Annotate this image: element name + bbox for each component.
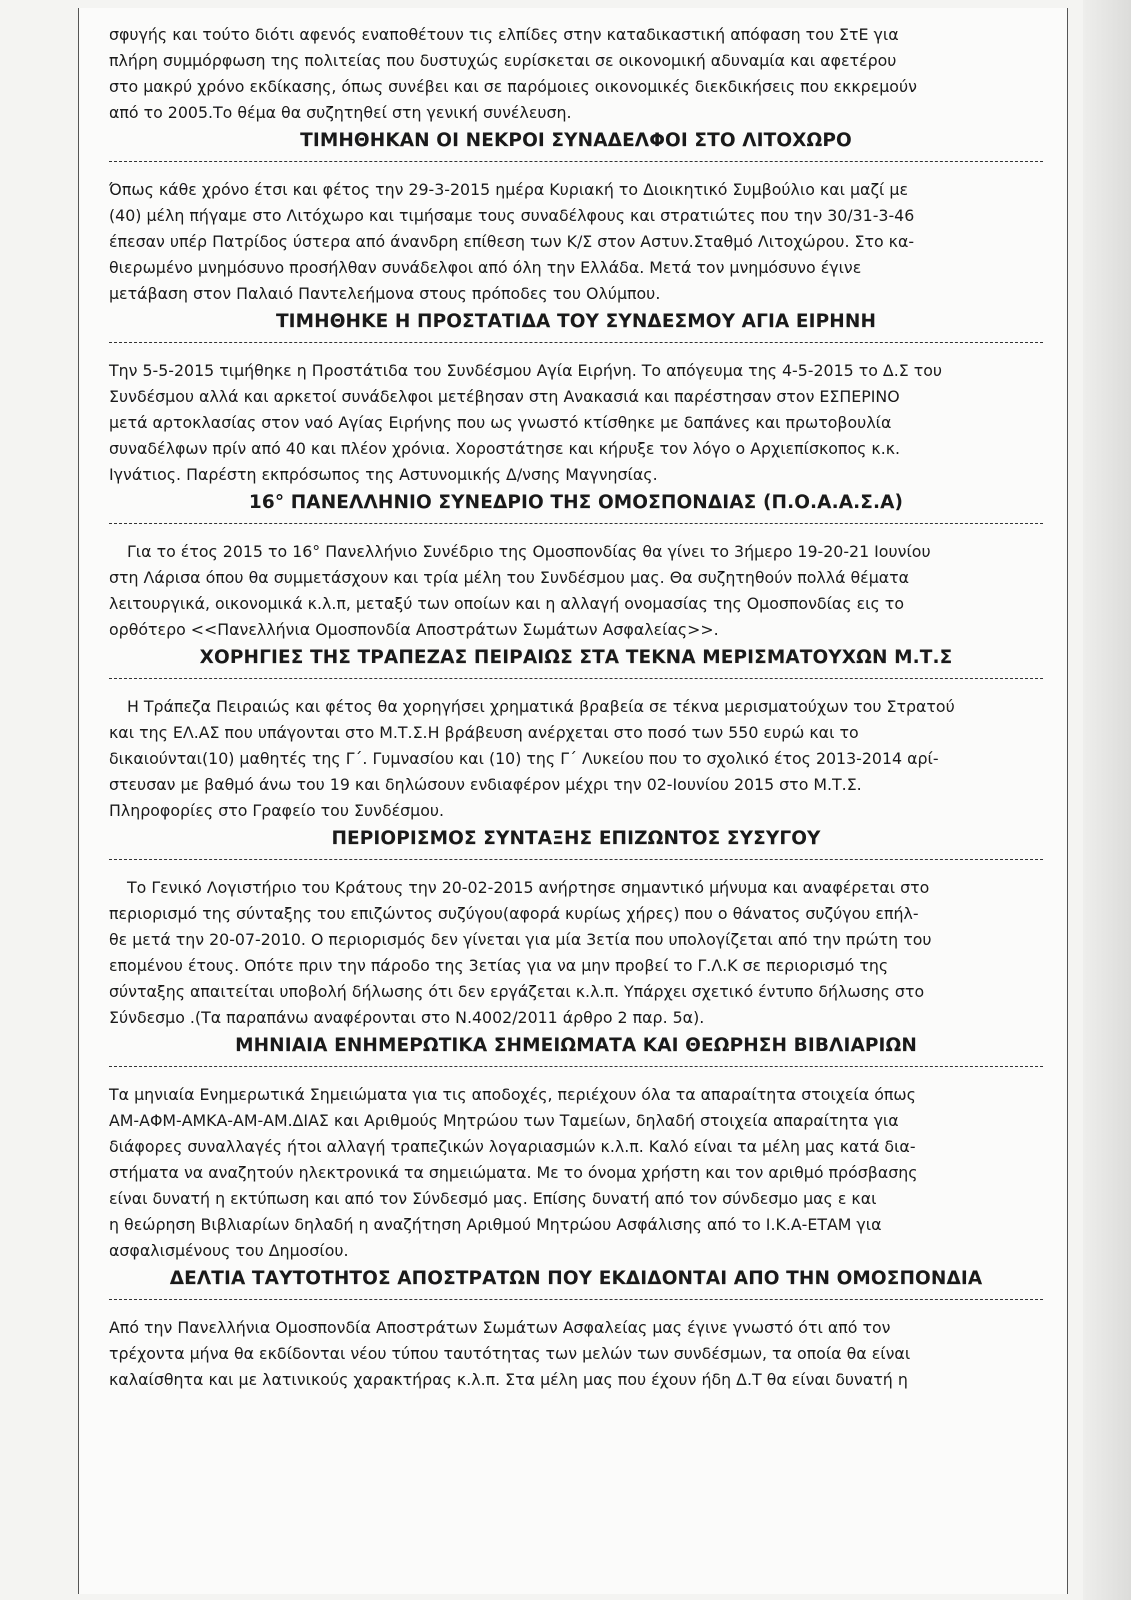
text-line: διάφορες συναλλαγές ήτοι αλλαγή τραπεζικών λογαριασμών κ.λ.π. Καλό είναι τα μέλη μας κατά δια- (109, 1137, 916, 1156)
dashed-divider (109, 342, 1043, 343)
text-line: δικαιούνται(10) μαθητές της Γ΄. Γυμνασίου και (10) της Γ΄ Λυκείου που το σχολικό έτος 2013-2014 αρί- (109, 749, 939, 768)
text-line: στήματα να αναζητούν ηλεκτρονικά τα σημειώματα. Με το όνομα χρήστη και τον αριθμό πρόσβασης (109, 1163, 918, 1182)
text-line: Για το έτος 2015 το 16° Πανελλήνιο Συνέδριο της Ομοσπονδίας θα γίνει το 3ήμερο 19-20-21 Ιουνίου (127, 542, 931, 561)
section-heading: ΤΙΜΗΘΗΚΑΝ ΟΙ ΝΕΚΡΟΙ ΣΥΝΑΔΕΛΦΟΙ ΣΤΟ ΛΙΤΟΧΩΡΟ (300, 130, 852, 151)
section-heading: ΠΕΡΙΟΡΙΣΜΟΣ ΣΥΝΤΑΞΗΣ ΕΠΙΖΩΝΤΟΣ ΣΥΣΥΓΟΥ (331, 828, 821, 849)
text-line: στη Λάρισα όπου θα συμμετάσχουν και τρία μέλη του Συνδέσμου μας. Θα συζητηθούν πολλά θέματα (109, 568, 910, 587)
text-line: Ιγνάτιος. Παρέστη εκπρόσωπος της Αστυνομικής Δ/νσης Μαγνησίας. (109, 465, 658, 484)
text-line: Σύνδεσμο .(Τα παραπάνω αναφέρονται στο Ν.4002/2011 άρθρο 2 παρ. 5α). (109, 1008, 705, 1027)
dashed-divider (109, 1299, 1043, 1300)
intro-paragraph (109, 22, 1043, 126)
text-line: στευσαν με βαθμό άνω του 19 και δηλώσουν ενδιαφέρον μέχρι την 02-Ιουνίου 2015 στο Μ.Τ.Σ. (109, 775, 862, 794)
dashed-divider (109, 523, 1043, 524)
text-line: από το 2005.Το θέμα θα συζητηθεί στη γενική συνέλευση. (109, 103, 572, 122)
text-line: τρέχοντα μήνα θα εκδίδονται νέου τύπου ταυτότητας των μελών των συνδέσμων, τα οποία θα είναι (109, 1344, 911, 1363)
text-line: περιορισμό της σύνταξης του επιζώντος συζύγου(αφορά κυρίως χήρες) που ο θάνατος συζύγου επήλ- (109, 904, 919, 923)
text-line: έπεσαν υπέρ Πατρίδος ύστερα από άνανδρη επίθεση των Κ/Σ στον Αστυν.Σταθμό Λιτοχώρου. Στο κα- (109, 232, 915, 251)
text-line: η θεώρηση Βιβλιαρίων δηλαδή η αναζήτηση Αριθμού Μητρώου Ασφάλισης από το Ι.Κ.Α-ΕΤΑΜ για (109, 1215, 882, 1234)
text-line: Τα μηνιαία Ενημερωτικά Σημειώματα για τις αποδοχές, περιέχουν όλα τα απαραίτητα στοιχεία όπως (109, 1085, 916, 1104)
section-survivor-pension (109, 825, 1043, 1031)
page-edge-shadow (1083, 0, 1131, 1600)
text-line: μετά αρτοκλασίας στον ναό Αγίας Ειρήνης που ως γνωστό κτίσθηκε με δαπάνες και πρωτοβουλία (109, 413, 892, 432)
section-heading: ΧΟΡΗΓΙΕΣ ΤΗΣ ΤΡΑΠΕΖΑΣ ΠΕΙΡΑΙΩΣ ΣΤΑ ΤΕΚΝΑ ΜΕΡΙΣΜΑΤΟΥΧΩΝ Μ.Τ.Σ (199, 647, 953, 668)
text-line: και της ΕΛ.ΑΣ που υπάγονται στο Μ.Τ.Σ.Η βράβευση ανέρχεται στο ποσό των 550 ευρώ και το (109, 723, 859, 742)
text-line: λειτουργικά, οικονομικά κ.λ.π, μεταξύ των οποίων και η αλλαγή ονομασίας της Ομοσπονδίας εις το (109, 594, 904, 613)
text-line: ΑΜ-ΑΦΜ-ΑΜΚΑ-ΑΜ-ΑΜ.ΔΙΑΣ και Αριθμούς Μητρώου των Ταμείων, δηλαδή στοιχεία απαραίτητα για (109, 1111, 899, 1130)
text-line: Από την Πανελλήνια Ομοσπονδία Αποστράτων Σωμάτων Ασφαλείας μας έγινε γνωστό ότι από τον (109, 1318, 891, 1337)
text-line: σύνταξης απαιτείται υποβολή δήλωσης ότι δεν εργάζεται κ.λ.π. Υπάρχει σχετικό έντυπο δήλωσης στο (109, 982, 925, 1001)
text-line: Η Τράπεζα Πειραιώς και φέτος θα χορηγήσει χρηματικά βραβεία σε τέκνα μερισματούχων του Στρατού (127, 697, 955, 716)
dashed-divider (109, 678, 1043, 679)
section-congress (109, 489, 1043, 643)
dashed-divider (109, 1066, 1043, 1067)
section-heading: ΔΕΛΤΙΑ ΤΑΥΤΟΤΗΤΟΣ ΑΠΟΣΤΡΑΤΩΝ ΠΟΥ ΕΚΔΙΔΟΝΤΑΙ ΑΠΟ ΤΗΝ ΟΜΟΣΠΟΝΔΙΑ (169, 1268, 983, 1289)
section-heading: ΤΙΜΗΘΗΚΕ Η ΠΡΟΣΤΑΤΙΔΑ ΤΟΥ ΣΥΝΔΕΣΜΟΥ ΑΓΙΑ ΕΙΡΗΝΗ (275, 311, 877, 332)
text-line: θιερωμένο μνημόσυνο προσήλθαν συνάδελφοι από όλη την Ελλάδα. Μετά τον μνημόσυνο έγινε (109, 258, 862, 277)
text-line: Πληροφορίες στο Γραφείο του Συνδέσμου. (109, 801, 445, 820)
text-line: μετάβαση στον Παλαιό Παντελεήμονα στους πρόποδες του Ολύμπου. (109, 284, 661, 303)
text-line: Την 5-5-2015 τιμήθηκε η Προστάτιδα του Συνδέσμου Αγία Ειρήνη. Το απόγευμα της 4-5-2015 το Δ.Σ του (109, 361, 943, 380)
text-line: ασφαλισμένους του Δημοσίου. (109, 1241, 349, 1260)
text-line: πλήρη συμμόρφωση της πολιτείας που δυστυχώς ευρίσκεται σε οικονομική αδυναμία και αφετέρου (109, 51, 897, 70)
text-line: (40) μέλη πήγαμε στο Λιτόχωρο και τιμήσαμε τους συναδέλφους και στρατιώτες που την 30/31-3-46 (109, 206, 915, 225)
text-line: Το Γενικό Λογιστήριο του Κράτους την 20-02-2015 ανήρτησε σημαντικό μήνυμα και αναφέρεται στο (127, 878, 930, 897)
text-line: επομένου έτους. Οπότε πριν την πάροδο της 3ετίας για να μην προβεί το Γ.Λ.Κ σε περιορισμό της (109, 956, 889, 975)
section-heading: ΜΗΝΙΑΙΑ ΕΝΗΜΕΡΩΤΙΚΑ ΣΗΜΕΙΩΜΑΤΑ ΚΑΙ ΘΕΩΡΗΣΗ ΒΙΒΛΙΑΡΙΩΝ (235, 1035, 917, 1056)
section-monthly-statements (109, 1032, 1043, 1264)
text-line: είναι δυνατή η εκτύπωση και από τον Σύνδεσμό μας. Επίσης δυνατή από τον σύνδεσμο μας ε και (109, 1189, 877, 1208)
text-line: θε μετά την 20-07-2010. Ο περιορισμός δεν γίνεται για μία 3ετία που υπολογίζεται από την πρώτη του (109, 930, 932, 949)
section-id-cards (109, 1265, 1043, 1393)
text-line: στο μακρύ χρόνο εκδίκασης, όπως συνέβει και σε παρόμοιες οικονομικές διεκδικήσεις που εκκρεμούν (109, 77, 917, 96)
text-line: ορθότερο <<Πανελλήνια Ομοσπονδία Αποστράτων Σωμάτων Ασφαλείας>>. (109, 620, 719, 639)
text-line: Συνδέσμου αλλά και αρκετοί συνάδελφοι μετέβησαν στη Ανακασιά και παρέστησαν στον ΕΣΠΕΡΙΝΟ (109, 387, 900, 406)
dashed-divider (109, 859, 1043, 860)
dashed-divider (109, 161, 1043, 162)
newsletter-page (78, 8, 1068, 1594)
section-heading: 16° ΠΑΝΕΛΛΗΝΙΟ ΣΥΝΕΔΡΙΟ ΤΗΣ ΟΜΟΣΠΟΝΔΙΑΣ (Π.Ο.Α.Α.Σ.Α) (248, 492, 904, 513)
text-line: καλαίσθητα και με λατινικούς χαρακτήρας κ.λ.π. Στα μέλη μας που έχουν ήδη Δ.Τ θα είναι δυνατή η (109, 1370, 908, 1389)
section-agia-eirini (109, 308, 1043, 488)
text-line: Όπως κάθε χρόνο έτσι και φέτος την 29-3-2015 ημέρα Κυριακή το Διοικητικό Συμβούλιο και μαζί με (109, 180, 908, 199)
text-line: σφυγής και τούτο διότι αφενός εναποθέτουν τις ελπίδες στην καταδικαστική απόφαση του ΣτΕ για (109, 25, 899, 44)
section-piraeus-grants (109, 644, 1043, 824)
section-litochoro (109, 127, 1043, 307)
text-line: συναδέλφων πρίν από 40 και πλέον χρόνια. Χοροστάτησε και κήρυξε τον λόγο ο Αρχιεπίσκοπος κ.κ. (109, 439, 901, 458)
